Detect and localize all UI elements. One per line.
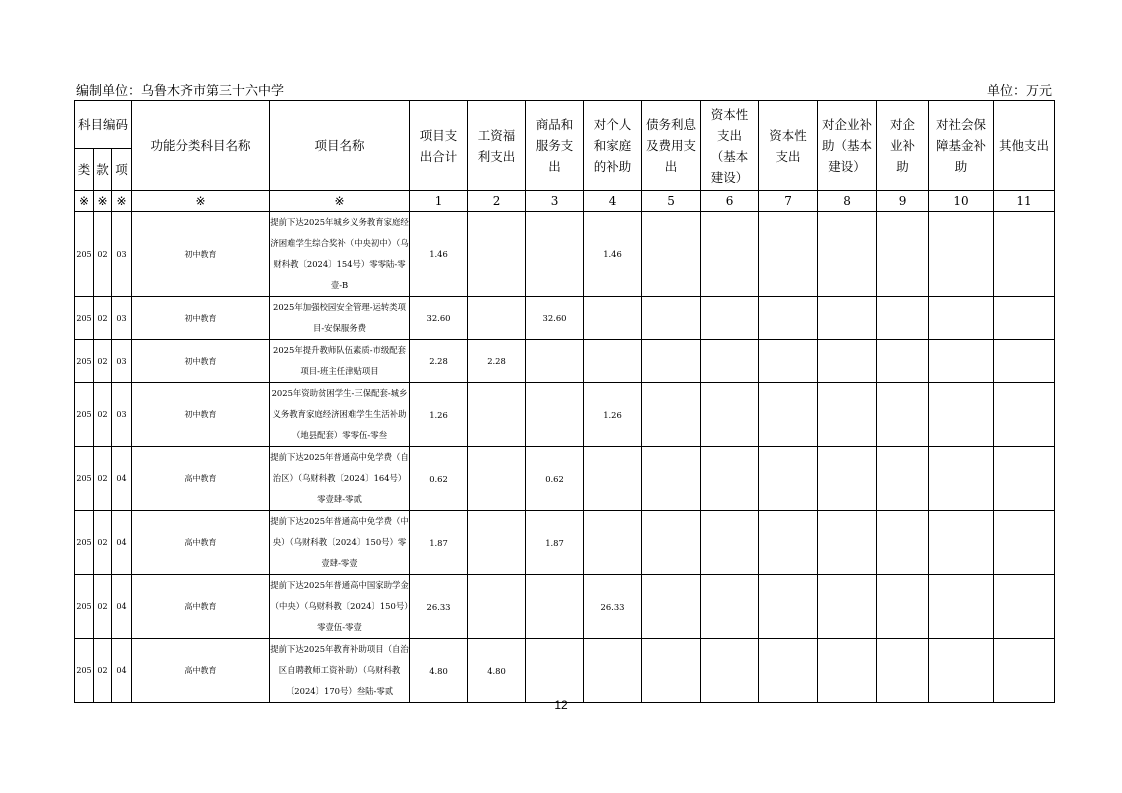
cell-func: 初中教育 xyxy=(132,340,270,383)
cell-xiang: 03 xyxy=(112,297,132,340)
cell-c10 xyxy=(929,297,994,340)
cell-xiang: 03 xyxy=(112,383,132,447)
cell-c8 xyxy=(818,212,877,297)
cell-c6 xyxy=(701,639,759,703)
cell-c2 xyxy=(468,575,526,639)
cell-kuan: 02 xyxy=(94,212,112,297)
header-kuan: 款 xyxy=(94,149,112,191)
cell-c9 xyxy=(877,383,929,447)
column-index-cell: 2 xyxy=(468,191,526,212)
cell-lei: 205 xyxy=(75,575,94,639)
cell-c6 xyxy=(701,340,759,383)
cell-kuan: 02 xyxy=(94,340,112,383)
cell-c6 xyxy=(701,212,759,297)
cell-c3: 0.62 xyxy=(526,447,584,511)
cell-c11 xyxy=(994,212,1055,297)
cell-c7 xyxy=(759,297,818,340)
cell-lei: 205 xyxy=(75,383,94,447)
cell-xiang: 04 xyxy=(112,575,132,639)
cell-c5 xyxy=(642,212,701,297)
cell-proj: 提前下达2025年教育补助项目（自治区自聘教师工资补助）（乌财科教〔2024〕170号）叁陆-零贰 xyxy=(270,639,410,703)
cell-kuan: 02 xyxy=(94,383,112,447)
cell-c1: 0.62 xyxy=(410,447,468,511)
cell-c9 xyxy=(877,639,929,703)
cell-kuan: 02 xyxy=(94,297,112,340)
cell-c4 xyxy=(584,511,642,575)
header-c9: 对企业补助 xyxy=(877,101,929,191)
cell-c8 xyxy=(818,447,877,511)
header-c3: 商品和服务支出 xyxy=(526,101,584,191)
cell-c6 xyxy=(701,447,759,511)
cell-c11 xyxy=(994,297,1055,340)
cell-kuan: 02 xyxy=(94,511,112,575)
cell-xiang: 04 xyxy=(112,511,132,575)
column-index-cell: 6 xyxy=(701,191,759,212)
cell-c7 xyxy=(759,447,818,511)
column-index-cell: 3 xyxy=(526,191,584,212)
cell-c7 xyxy=(759,340,818,383)
cell-lei: 205 xyxy=(75,297,94,340)
header-c1: 项目支出合计 xyxy=(410,101,468,191)
cell-c8 xyxy=(818,639,877,703)
cell-lei: 205 xyxy=(75,511,94,575)
cell-c3: 32.60 xyxy=(526,297,584,340)
header-func-name: 功能分类科目名称 xyxy=(132,101,270,191)
cell-c1: 2.28 xyxy=(410,340,468,383)
cell-c4: 26.33 xyxy=(584,575,642,639)
cell-lei: 205 xyxy=(75,212,94,297)
cell-c2 xyxy=(468,212,526,297)
cell-c5 xyxy=(642,511,701,575)
column-index-cell: 10 xyxy=(929,191,994,212)
cell-kuan: 02 xyxy=(94,639,112,703)
cell-func: 高中教育 xyxy=(132,639,270,703)
column-index-cell: ※ xyxy=(112,191,132,212)
cell-c10 xyxy=(929,447,994,511)
column-index-cell: ※ xyxy=(75,191,94,212)
cell-proj: 提前下达2025年城乡义务教育家庭经济困难学生综合奖补（中央初中）（乌财科教〔2024〕154号）零零陆-零壹-B xyxy=(270,212,410,297)
cell-proj: 提前下达2025年普通高中国家助学金（中央）（乌财科教〔2024〕150号）零壹伍-零壹 xyxy=(270,575,410,639)
cell-c6 xyxy=(701,511,759,575)
column-index-row xyxy=(75,191,1055,212)
header-c11: 其他支出 xyxy=(994,101,1055,191)
cell-c3 xyxy=(526,212,584,297)
cell-c10 xyxy=(929,383,994,447)
cell-xiang: 04 xyxy=(112,639,132,703)
header-c4: 对个人和家庭的补助 xyxy=(584,101,642,191)
table-row xyxy=(75,340,1055,383)
column-index-cell: ※ xyxy=(270,191,410,212)
cell-c8 xyxy=(818,297,877,340)
cell-func: 高中教育 xyxy=(132,511,270,575)
cell-c11 xyxy=(994,447,1055,511)
cell-c1: 4.80 xyxy=(410,639,468,703)
cell-c3 xyxy=(526,575,584,639)
cell-kuan: 02 xyxy=(94,447,112,511)
cell-proj: 2025年资助贫困学生-三保配套-城乡义务教育家庭经济困难学生生活补助（地县配套）零零伍-零叁 xyxy=(270,383,410,447)
cell-c6 xyxy=(701,575,759,639)
cell-c5 xyxy=(642,383,701,447)
column-index-cell: 9 xyxy=(877,191,929,212)
cell-c2: 4.80 xyxy=(468,639,526,703)
table-row xyxy=(75,447,1055,511)
cell-c11 xyxy=(994,511,1055,575)
cell-c8 xyxy=(818,511,877,575)
cell-c9 xyxy=(877,297,929,340)
cell-proj: 2025年加强校园安全管理-运转类项目-安保服务费 xyxy=(270,297,410,340)
cell-c10 xyxy=(929,511,994,575)
cell-c9 xyxy=(877,511,929,575)
cell-c10 xyxy=(929,340,994,383)
column-index-cell: 5 xyxy=(642,191,701,212)
cell-func: 高中教育 xyxy=(132,447,270,511)
cell-c7 xyxy=(759,383,818,447)
header-proj-name: 项目名称 xyxy=(270,101,410,191)
cell-func: 高中教育 xyxy=(132,575,270,639)
cell-c8 xyxy=(818,340,877,383)
cell-c10 xyxy=(929,212,994,297)
cell-kuan: 02 xyxy=(94,575,112,639)
header-c8: 对企业补助（基本建设） xyxy=(818,101,877,191)
cell-proj: 2025年提升教师队伍素质-市级配套项目-班主任津贴项目 xyxy=(270,340,410,383)
column-index-cell: 4 xyxy=(584,191,642,212)
column-index-cell: 8 xyxy=(818,191,877,212)
table-row xyxy=(75,511,1055,575)
cell-c5 xyxy=(642,447,701,511)
cell-c4: 1.46 xyxy=(584,212,642,297)
project-expenditure-table xyxy=(74,100,1055,703)
cell-c8 xyxy=(818,383,877,447)
header-code-group: 科目编码 xyxy=(75,101,132,149)
cell-c5 xyxy=(642,340,701,383)
cell-c5 xyxy=(642,639,701,703)
compiling-unit: 编制单位：乌鲁木齐市第三十六中学 xyxy=(76,84,285,99)
cell-func: 初中教育 xyxy=(132,212,270,297)
cell-c7 xyxy=(759,212,818,297)
column-index-cell: ※ xyxy=(132,191,270,212)
cell-c1: 1.26 xyxy=(410,383,468,447)
cell-c3 xyxy=(526,340,584,383)
cell-proj: 提前下达2025年普通高中免学费（自治区）（乌财科教〔2024〕164号）零壹肆-零贰 xyxy=(270,447,410,511)
cell-xiang: 04 xyxy=(112,447,132,511)
table-row xyxy=(75,297,1055,340)
cell-c11 xyxy=(994,340,1055,383)
cell-c7 xyxy=(759,511,818,575)
column-index-cell: ※ xyxy=(94,191,112,212)
table-row xyxy=(75,639,1055,703)
table-row xyxy=(75,212,1055,297)
currency-unit: 单位：万元 xyxy=(986,84,1052,99)
cell-c2 xyxy=(468,511,526,575)
column-index-cell: 1 xyxy=(410,191,468,212)
cell-proj: 提前下达2025年普通高中免学费（中央）（乌财科教〔2024〕150号）零壹肆-零壹 xyxy=(270,511,410,575)
header-c7: 资本性支出 xyxy=(759,101,818,191)
cell-lei: 205 xyxy=(75,447,94,511)
cell-c1: 32.60 xyxy=(410,297,468,340)
cell-c3 xyxy=(526,383,584,447)
cell-c11 xyxy=(994,639,1055,703)
cell-xiang: 03 xyxy=(112,212,132,297)
cell-c6 xyxy=(701,297,759,340)
cell-c3: 1.87 xyxy=(526,511,584,575)
cell-c1: 1.46 xyxy=(410,212,468,297)
header-c6: 资本性支出（基本建设） xyxy=(701,101,759,191)
cell-c1: 1.87 xyxy=(410,511,468,575)
cell-c11 xyxy=(994,383,1055,447)
cell-c5 xyxy=(642,575,701,639)
cell-xiang: 03 xyxy=(112,340,132,383)
header-lei: 类 xyxy=(75,149,94,191)
cell-c10 xyxy=(929,575,994,639)
cell-c2: 2.28 xyxy=(468,340,526,383)
cell-c4 xyxy=(584,447,642,511)
table-row xyxy=(75,575,1055,639)
cell-func: 初中教育 xyxy=(132,297,270,340)
cell-c1: 26.33 xyxy=(410,575,468,639)
cell-c9 xyxy=(877,575,929,639)
cell-c11 xyxy=(994,575,1055,639)
cell-c8 xyxy=(818,575,877,639)
cell-lei: 205 xyxy=(75,639,94,703)
cell-c5 xyxy=(642,297,701,340)
cell-c6 xyxy=(701,383,759,447)
cell-func: 初中教育 xyxy=(132,383,270,447)
cell-c9 xyxy=(877,340,929,383)
cell-c10 xyxy=(929,639,994,703)
cell-c4 xyxy=(584,297,642,340)
header-c10: 对社会保障基金补助 xyxy=(929,101,994,191)
cell-c7 xyxy=(759,575,818,639)
cell-c2 xyxy=(468,447,526,511)
column-index-cell: 11 xyxy=(994,191,1055,212)
header-c5: 债务利息及费用支出 xyxy=(642,101,701,191)
table-row xyxy=(75,383,1055,447)
cell-c3 xyxy=(526,639,584,703)
cell-lei: 205 xyxy=(75,340,94,383)
cell-c7 xyxy=(759,639,818,703)
cell-c4 xyxy=(584,639,642,703)
cell-c2 xyxy=(468,297,526,340)
header-xiang: 项 xyxy=(112,149,132,191)
column-index-cell: 7 xyxy=(759,191,818,212)
cell-c2 xyxy=(468,383,526,447)
cell-c4 xyxy=(584,340,642,383)
cell-c4: 1.26 xyxy=(584,383,642,447)
cell-c9 xyxy=(877,212,929,297)
header-c2: 工资福利支出 xyxy=(468,101,526,191)
page-number: 12 xyxy=(554,698,568,712)
cell-c9 xyxy=(877,447,929,511)
